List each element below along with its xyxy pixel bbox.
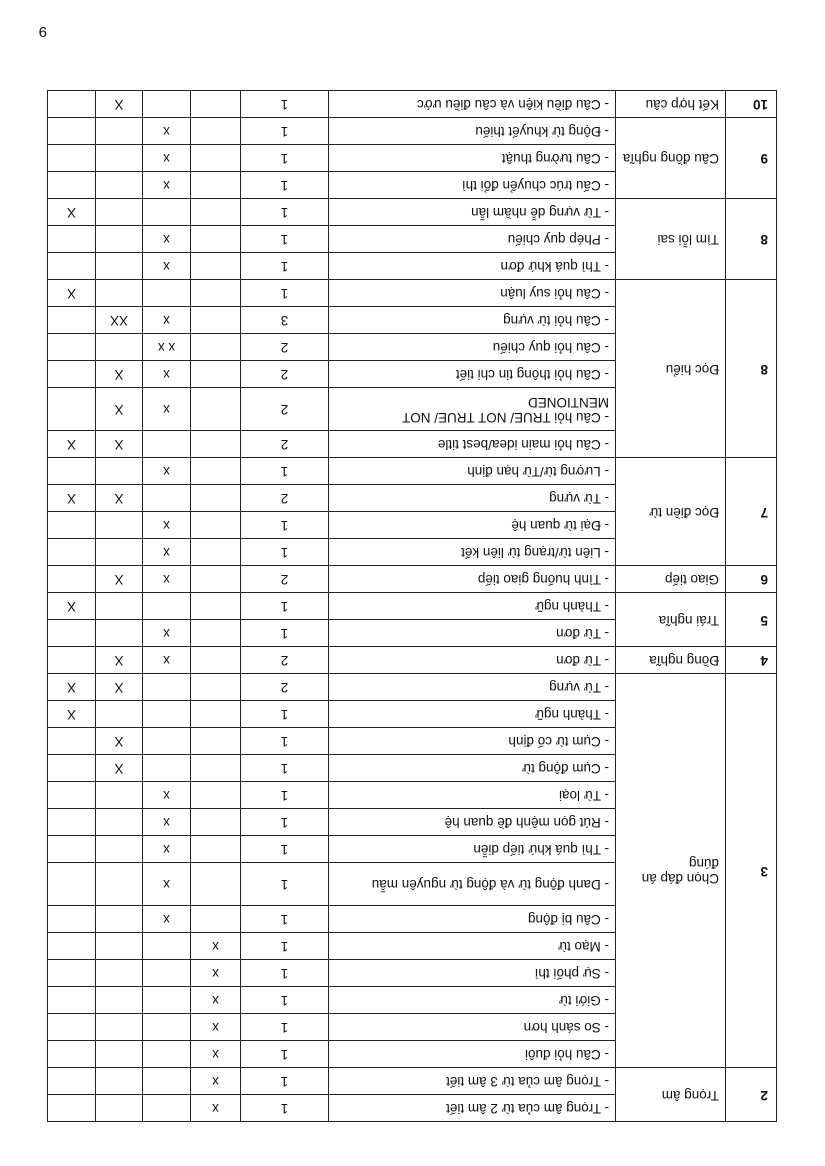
level-2-mark: x (143, 145, 191, 172)
level-2-mark (143, 485, 191, 512)
level-3-mark (96, 145, 143, 172)
level-2-mark: x (143, 307, 191, 334)
section-category: Giao tiếp (616, 566, 726, 593)
quantity-cell: 1 (241, 539, 329, 566)
level-2-mark: x (143, 647, 191, 674)
level-2-mark: x (143, 863, 191, 906)
quantity-cell: 1 (241, 782, 329, 809)
section-number: 9 (726, 118, 777, 199)
quantity-cell: 1 (241, 1095, 329, 1122)
level-4-mark (48, 172, 96, 199)
level-4-mark: X (48, 199, 96, 226)
level-3-mark: X (96, 674, 143, 701)
topic-cell: - Câu tường thuật (329, 145, 616, 172)
topic-cell: - Sự phối thì (329, 960, 616, 987)
level-1-mark (191, 334, 241, 361)
level-2-mark: x (143, 361, 191, 388)
level-1-mark (191, 485, 241, 512)
level-1-mark (191, 118, 241, 145)
level-3-mark: X (96, 361, 143, 388)
topic-cell: - Câu hỏi main idea/best title (329, 431, 616, 458)
section-category: Đọc điền từ (616, 458, 726, 566)
level-1-mark (191, 145, 241, 172)
topic-cell: - Cụm từ cố định (329, 728, 616, 755)
topic-cell: - Câu hỏi đuôi (329, 1041, 616, 1068)
section-category: Trọng âm (616, 1068, 726, 1122)
table-row (48, 1041, 777, 1068)
level-1-mark (191, 199, 241, 226)
topic-cell: - Thì quá khứ đơn (329, 253, 616, 280)
level-1-mark (191, 512, 241, 539)
level-4-mark (48, 782, 96, 809)
level-1-mark (191, 280, 241, 307)
level-2-mark: x (143, 620, 191, 647)
level-2-mark (143, 280, 191, 307)
level-4-mark (48, 960, 96, 987)
level-2-mark (143, 593, 191, 620)
level-3-mark: X (96, 388, 143, 431)
level-3-mark (96, 539, 143, 566)
quantity-cell: 2 (241, 485, 329, 512)
quantity-cell: 1 (241, 701, 329, 728)
quantity-cell: 1 (241, 280, 329, 307)
topic-cell: - Danh động từ và động từ nguyên mẫu (329, 863, 616, 906)
level-4-mark (48, 620, 96, 647)
level-4-mark: X (48, 674, 96, 701)
level-3-mark (96, 960, 143, 987)
topic-cell: - Lượng từ/Từ hạn định (329, 458, 616, 485)
quantity-cell: 1 (241, 1014, 329, 1041)
topic-cell: - Cụm động từ (329, 755, 616, 782)
level-3-mark (96, 253, 143, 280)
topic-cell: - Câu hỏi TRUE/ NOT TRUE/ NOT MENTIONED (329, 388, 616, 431)
level-3-mark (96, 1014, 143, 1041)
table-row (48, 253, 777, 280)
topic-cell: - Tình huống giao tiếp (329, 566, 616, 593)
quantity-cell: 1 (241, 620, 329, 647)
topic-cell: - Từ đơn (329, 620, 616, 647)
level-1-mark (191, 674, 241, 701)
level-4-mark (48, 987, 96, 1014)
level-1-mark (191, 566, 241, 593)
level-2-mark (143, 674, 191, 701)
table-row (48, 539, 777, 566)
level-4-mark (48, 307, 96, 334)
quantity-cell: 1 (241, 863, 329, 906)
level-1-mark (191, 172, 241, 199)
topic-cell: - Từ vựng (329, 674, 616, 701)
level-3-mark (96, 809, 143, 836)
topic-cell: - Thành ngữ (329, 701, 616, 728)
topic-cell: - Từ vựng (329, 485, 616, 512)
level-3-mark (96, 1095, 143, 1122)
level-2-mark: x (143, 906, 191, 933)
level-4-mark (48, 253, 96, 280)
topic-cell: - Từ đơn (329, 647, 616, 674)
level-1-mark: x (191, 1095, 241, 1122)
level-4-mark (48, 566, 96, 593)
section-number: 4 (726, 647, 777, 674)
quantity-cell: 1 (241, 199, 329, 226)
topic-cell: - Từ loại (329, 782, 616, 809)
level-1-mark (191, 863, 241, 906)
section-number: 3 (726, 674, 777, 1068)
topic-cell: - Đại từ quan hệ (329, 512, 616, 539)
level-1-mark: x (191, 1068, 241, 1095)
topic-cell: - Câu hỏi suy luận (329, 280, 616, 307)
level-3-mark (96, 620, 143, 647)
quantity-cell: 1 (241, 755, 329, 782)
quantity-cell: 1 (241, 1068, 329, 1095)
level-2-mark: x (143, 566, 191, 593)
level-3-mark (96, 280, 143, 307)
level-2-mark (143, 701, 191, 728)
level-2-mark: x (143, 253, 191, 280)
level-4-mark (48, 458, 96, 485)
quantity-cell: 1 (241, 458, 329, 485)
level-4-mark: X (48, 701, 96, 728)
level-4-mark (48, 809, 96, 836)
quantity-cell: 1 (241, 118, 329, 145)
level-1-mark: x (191, 933, 241, 960)
level-1-mark (191, 647, 241, 674)
quantity-cell: 1 (241, 906, 329, 933)
level-4-mark: X (48, 280, 96, 307)
table-row (48, 91, 777, 118)
table-row (48, 172, 777, 199)
level-3-mark: X (96, 755, 143, 782)
level-4-mark (48, 145, 96, 172)
table-row (48, 620, 777, 647)
level-2-mark: x (143, 118, 191, 145)
level-4-mark (48, 1041, 96, 1068)
level-1-mark: x (191, 960, 241, 987)
quantity-cell: 2 (241, 647, 329, 674)
level-1-mark (191, 307, 241, 334)
quantity-cell: 1 (241, 253, 329, 280)
level-1-mark (191, 755, 241, 782)
level-1-mark (191, 836, 241, 863)
table-body (48, 91, 777, 1122)
topic-cell: - Cấu trúc chuyển đổi thì (329, 172, 616, 199)
level-1-mark: x (191, 987, 241, 1014)
topic-cell: - Thì quá khứ tiếp diễn (329, 836, 616, 863)
level-2-mark (143, 91, 191, 118)
level-1-mark (191, 431, 241, 458)
level-2-mark: x (143, 226, 191, 253)
quantity-cell: 2 (241, 334, 329, 361)
level-2-mark (143, 1068, 191, 1095)
section-category: Tìm lỗi sai (616, 199, 726, 280)
exam-matrix-table (47, 90, 777, 1122)
quantity-cell: 1 (241, 1041, 329, 1068)
level-4-mark (48, 334, 96, 361)
level-3-mark: XX (96, 307, 143, 334)
topic-cell: - Liên từ/trạng từ liên kết (329, 539, 616, 566)
topic-cell: - Mạo từ (329, 933, 616, 960)
table-row (48, 431, 777, 458)
quantity-cell: 1 (241, 728, 329, 755)
quantity-cell: 1 (241, 172, 329, 199)
topic-cell: - Trọng âm của từ 3 âm tiết (329, 1068, 616, 1095)
level-1-mark (191, 620, 241, 647)
level-2-mark (143, 199, 191, 226)
topic-cell: - Câu hỏi từ vựng (329, 307, 616, 334)
level-2-mark (143, 1014, 191, 1041)
table-row (48, 647, 777, 674)
quantity-cell: 1 (241, 145, 329, 172)
quantity-cell: 2 (241, 388, 329, 431)
quantity-cell: 1 (241, 91, 329, 118)
level-2-mark: x (143, 782, 191, 809)
level-3-mark: X (96, 431, 143, 458)
quantity-cell: 1 (241, 512, 329, 539)
topic-cell: - Giới từ (329, 987, 616, 1014)
level-3-mark: X (96, 91, 143, 118)
level-1-mark (191, 782, 241, 809)
topic-cell: - Câu điều kiện và câu điều ước (329, 91, 616, 118)
level-2-mark (143, 1095, 191, 1122)
level-4-mark: X (48, 485, 96, 512)
level-3-mark (96, 593, 143, 620)
topic-cell: - Trọng âm của từ 2 âm tiết (329, 1095, 616, 1122)
level-4-mark (48, 1095, 96, 1122)
level-4-mark (48, 836, 96, 863)
level-4-mark (48, 91, 96, 118)
level-1-mark (191, 701, 241, 728)
level-1-mark (191, 906, 241, 933)
section-number: 2 (726, 1068, 777, 1122)
level-1-mark (191, 253, 241, 280)
level-2-mark (143, 728, 191, 755)
topic-cell: - Câu bị động (329, 906, 616, 933)
section-number: 5 (726, 593, 777, 647)
level-3-mark (96, 118, 143, 145)
level-2-mark (143, 431, 191, 458)
level-4-mark (48, 388, 96, 431)
level-3-mark (96, 199, 143, 226)
level-1-mark (191, 91, 241, 118)
topic-cell: - Câu hỏi thông tin chi tiết (329, 361, 616, 388)
level-1-mark: x (191, 1041, 241, 1068)
level-4-mark: X (48, 593, 96, 620)
level-1-mark (191, 539, 241, 566)
level-2-mark: x (143, 539, 191, 566)
level-4-mark (48, 728, 96, 755)
level-3-mark (96, 226, 143, 253)
level-3-mark: X (96, 728, 143, 755)
level-3-mark (96, 836, 143, 863)
section-category: Đọc hiểu (616, 280, 726, 458)
section-category: Kết hợp câu (616, 91, 726, 118)
section-number: 7 (726, 458, 777, 566)
level-3-mark (96, 863, 143, 906)
level-2-mark: x (143, 836, 191, 863)
level-2-mark: x x (143, 334, 191, 361)
quantity-cell: 1 (241, 960, 329, 987)
level-4-mark (48, 1068, 96, 1095)
level-4-mark (48, 755, 96, 782)
level-3-mark (96, 782, 143, 809)
level-3-mark: X (96, 485, 143, 512)
level-4-mark (48, 863, 96, 906)
level-3-mark (96, 906, 143, 933)
topic-cell: - So sánh hơn (329, 1014, 616, 1041)
level-4-mark (48, 539, 96, 566)
level-4-mark (48, 361, 96, 388)
level-3-mark (96, 172, 143, 199)
section-number: 8 (726, 199, 777, 280)
section-number: 8 (726, 280, 777, 458)
level-4-mark (48, 933, 96, 960)
level-4-mark (48, 118, 96, 145)
table-row (48, 1095, 777, 1122)
level-1-mark (191, 593, 241, 620)
level-1-mark (191, 226, 241, 253)
quantity-cell: 1 (241, 987, 329, 1014)
level-2-mark (143, 755, 191, 782)
level-2-mark: x (143, 512, 191, 539)
level-4-mark (48, 906, 96, 933)
quantity-cell: 2 (241, 674, 329, 701)
level-3-mark (96, 1041, 143, 1068)
quantity-cell: 3 (241, 307, 329, 334)
level-3-mark (96, 933, 143, 960)
topic-cell: - Động từ khuyết thiếu (329, 118, 616, 145)
quantity-cell: 2 (241, 361, 329, 388)
topic-cell: - Rút gọn mệnh đề quan hệ (329, 809, 616, 836)
level-1-mark (191, 361, 241, 388)
level-3-mark (96, 334, 143, 361)
level-3-mark: X (96, 647, 143, 674)
level-3-mark (96, 1068, 143, 1095)
level-4-mark (48, 647, 96, 674)
level-2-mark: x (143, 388, 191, 431)
page-number: 9 (38, 23, 47, 40)
level-2-mark (143, 1041, 191, 1068)
level-2-mark: x (143, 809, 191, 836)
topic-cell: - Thành ngữ (329, 593, 616, 620)
level-1-mark: x (191, 1014, 241, 1041)
quantity-cell: 2 (241, 566, 329, 593)
level-4-mark: X (48, 431, 96, 458)
section-category: Câu đồng nghĩa (616, 118, 726, 199)
level-1-mark (191, 728, 241, 755)
level-2-mark (143, 933, 191, 960)
quantity-cell: 1 (241, 836, 329, 863)
section-number: 10 (726, 91, 777, 118)
section-category: Đồng nghĩa (616, 647, 726, 674)
level-1-mark (191, 809, 241, 836)
section-category: Chọn đáp án đúng (616, 674, 726, 1068)
level-4-mark (48, 512, 96, 539)
quantity-cell: 1 (241, 226, 329, 253)
level-3-mark (96, 701, 143, 728)
level-3-mark: X (96, 566, 143, 593)
quantity-cell: 1 (241, 933, 329, 960)
level-2-mark: x (143, 172, 191, 199)
level-3-mark (96, 987, 143, 1014)
quantity-cell: 2 (241, 431, 329, 458)
level-4-mark (48, 226, 96, 253)
quantity-cell: 1 (241, 593, 329, 620)
level-4-mark (48, 1014, 96, 1041)
section-number: 6 (726, 566, 777, 593)
table-row (48, 566, 777, 593)
topic-cell: - Phép quy chiếu (329, 226, 616, 253)
level-2-mark: x (143, 458, 191, 485)
topic-cell: - Câu hỏi quy chiếu (329, 334, 616, 361)
quantity-cell: 1 (241, 809, 329, 836)
level-1-mark (191, 458, 241, 485)
level-1-mark (191, 388, 241, 431)
level-2-mark (143, 987, 191, 1014)
level-3-mark (96, 512, 143, 539)
section-category: Trái nghĩa (616, 593, 726, 647)
level-2-mark (143, 960, 191, 987)
level-3-mark (96, 458, 143, 485)
topic-cell: - Từ vựng dễ nhầm lẫn (329, 199, 616, 226)
